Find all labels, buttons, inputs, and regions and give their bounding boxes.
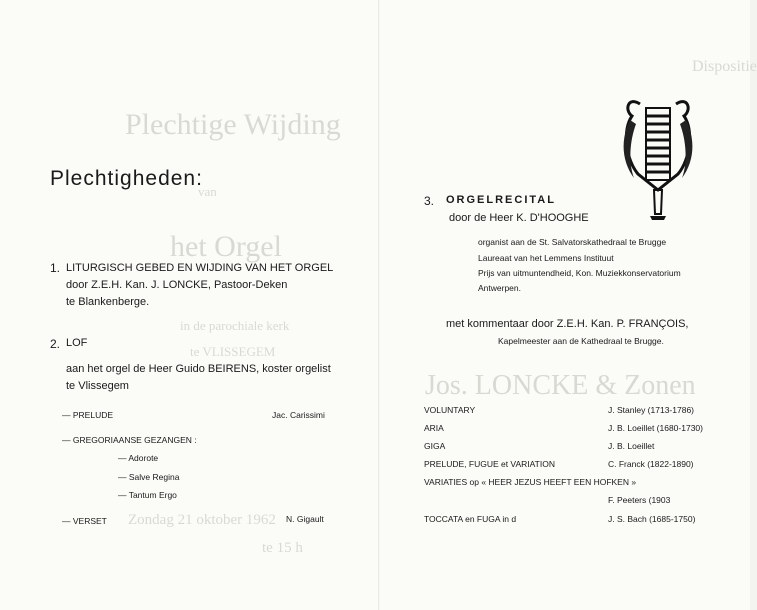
program-composer: J. Stanley (1713-1786) [608, 405, 694, 415]
showthrough-van: van [198, 184, 217, 199]
lyre-emblem-icon [618, 90, 698, 222]
prelude-composer: Jac. Carissimi [272, 410, 325, 420]
program-piece: TOCCATA en FUGA in d [424, 514, 517, 524]
program-composer: C. Franck (1822-1890) [608, 459, 694, 469]
item1-line3: te Blankenberge. [66, 296, 150, 308]
chant-item: — Tantum Ergo [118, 490, 177, 500]
program-piece: VOLUNTARY [424, 405, 476, 415]
showthrough-builder: Jos. LONCKE & Zonen [425, 370, 696, 401]
page-title: Plechtigheden: [50, 167, 203, 190]
program-piece: PRELUDE, FUGUE et VARIATION [424, 459, 555, 469]
item3-desc4: Antwerpen. [478, 283, 521, 293]
item2-head: LOF [66, 337, 88, 349]
showthrough-place: te VLISSEGEM [190, 344, 276, 359]
verset-label: — VERSET [62, 516, 107, 526]
item2-line2: te Vlissegem [66, 380, 129, 392]
showthrough-time: te 15 h [262, 540, 303, 556]
program-composer: F. Peeters (1903 [608, 495, 671, 505]
showthrough-dispositie: Dispositie [692, 58, 757, 75]
gregoriaanse-label: — GREGORIAANSE GEZANGEN : [62, 435, 197, 445]
showthrough-orgel: het Orgel [170, 230, 282, 263]
item3-comment: met kommentaar door Z.E.H. Kan. P. FRANÇOIS, [446, 318, 689, 330]
chant-item: — Salve Regina [118, 472, 180, 482]
showthrough-kerk: in de parochiale kerk [180, 318, 290, 333]
program-composer: J. B. Loeillet (1680-1730) [608, 423, 703, 433]
program-piece: VARIATIES op « HEER JEZUS HEEFT EEN HOFKEN » [424, 477, 637, 487]
verset-composer: N. Gigault [286, 514, 324, 524]
showthrough-title: Plechtige Wijding [125, 108, 341, 141]
item3-desc2: Laureaat van het Lemmens Instituut [478, 253, 614, 263]
item1-number: 1. [50, 261, 61, 275]
showthrough-date: Zondag 21 oktober 1962 [128, 512, 276, 528]
item3-head: ORGELRECITAL [446, 194, 556, 206]
page-fold [378, 0, 380, 610]
item2-number: 2. [50, 337, 61, 351]
program-piece: ARIA [424, 423, 444, 433]
chant-item: — Adorote [118, 453, 159, 463]
prelude-label: — PRELUDE [62, 410, 114, 420]
item3-desc3: Prijs van uitmuntendheid, Kon. Muziekkonservatorium [478, 268, 681, 278]
program-composer: J. B. Loeillet [608, 441, 655, 451]
item1-line1: LITURGISCH GEBED EN WIJDING VAN HET ORGEL [66, 262, 334, 274]
item3-by: door de Heer K. D'HOOGHE [449, 212, 589, 224]
item3-number: 3. [424, 194, 435, 208]
program-composer: J. S. Bach (1685-1750) [608, 514, 696, 524]
item1-line2: door Z.E.H. Kan. J. LONCKE, Pastoor-Deken [66, 279, 288, 291]
item2-line1: aan het orgel de Heer Guido BEIRENS, koster orgelist [66, 363, 331, 375]
item3-comment2: Kapelmeester aan de Kathedraal te Brugge. [498, 336, 664, 346]
program-piece: GIGA [424, 441, 446, 451]
item3-desc1: organist aan de St. Salvatorskathedraal te Brugge [478, 237, 667, 247]
